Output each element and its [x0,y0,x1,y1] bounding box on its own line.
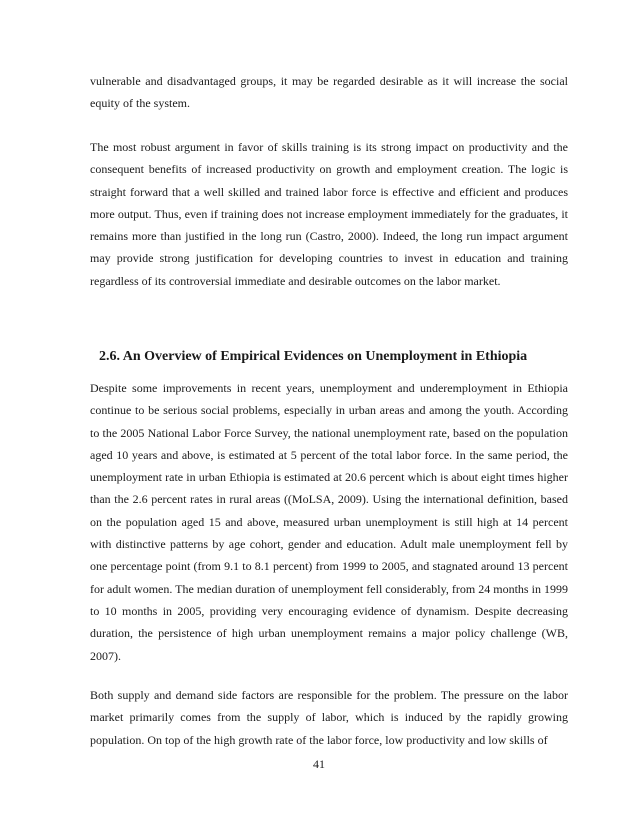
paragraph-unemployment-ethiopia: Despite some improvements in recent years, unemployment and underemployment in Ethiopia continue to be serious social problems, especially in urban areas and among the youth. According to the 2005 National Labor Force Survey, the national unemployment rate, based on the population aged 10 years and above, is estimated at 5 percent of the total labor force. In the same period, the unemployment rate in urban Ethiopia is estimated at 20.6 percent which is about eight times higher than the 2.6 percent rates in rural areas ((MoLSA, 2009). Using the international definition, based on the population aged 15 and above, measured urban unemployment is still high at 14 percent with distinctive patterns by age cohort, gender and education. Adult male unemployment fell by one percentage point (from 9.1 to 8.1 percent) from 1999 to 2005, and stagnated around 13 percent for adult women. The median duration of unemployment fell considerably, from 24 months in 1999 to 10 months in 2005, providing very encouraging evidence of dynamism. Despite decreasing duration, the persistence of high urban unemployment remains a major policy challenge (WB, 2007). [90,381,568,663]
section-heading: 2.6. An Overview of Empirical Evidences on Unemployment in Ethiopia [99,349,528,364]
page-number: 41 [313,757,325,771]
paragraph-supply-demand: Both supply and demand side factors are responsible for the problem. The pressure on the labor market primarily comes from the supply of labor, which is induced by the rapidly growing population. On top of the high growth rate of the labor force, low productivity and low skills of [90,688,568,747]
paragraph-continuation: vulnerable and disadvantaged groups, it may be regarded desirable as it will increase the social equity of the system. [90,74,568,111]
paragraph-skills-training: The most robust argument in favor of skills training is its strong impact on productivity and the consequent benefits of increased productivity on growth and employment creation. The logic is straight forward that a well skilled and trained labor force is effective and efficient and produces more output. Thus, even if training does not increase employment immediately for the graduates, it remains more than justified in the long run (Castro, 2000). Indeed, the long run impact argument may provide strong justification for developing countries to invest in education and training regardless of its controversial immediate and desirable outcomes on the labor market. [90,140,568,288]
